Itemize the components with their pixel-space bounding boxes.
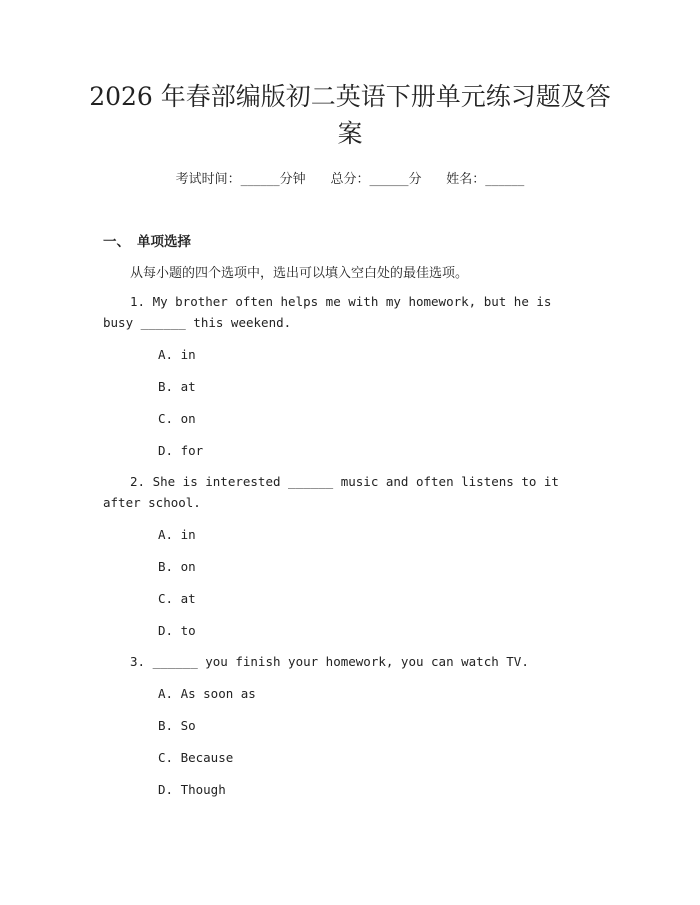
question-3-option-b: B. So <box>158 718 196 733</box>
section-title: 单项选择 <box>137 234 191 250</box>
question-2-option-a: A. in <box>158 527 196 542</box>
question-2-text: 2. She is interested ______ music and often listens to it after school. <box>103 474 559 510</box>
question-1-option-b: B. at <box>158 379 196 394</box>
question-3-option-a: A. As soon as <box>158 686 256 701</box>
exam-meta <box>0 168 700 187</box>
question-2-option-c: C. at <box>158 591 196 606</box>
student-name-label: 姓名：______ <box>446 172 525 187</box>
page-title: 2026 年春部编版初二英语下册单元练习题及答案 <box>89 82 611 148</box>
question-3-option-c: C. Because <box>158 750 234 765</box>
exam-time-label: 考试时间：______分钟 <box>175 172 306 187</box>
question-1-option-d: D. for <box>158 443 204 458</box>
question-2-option-b: B. on <box>158 559 196 574</box>
section-heading <box>103 230 191 250</box>
question-1-option-a: A. in <box>158 347 196 362</box>
question-3-text: 3. ______ you finish your homework, you can watch TV. <box>130 654 529 669</box>
section-number: 一、 <box>103 234 130 250</box>
question-1-text: 1. My brother often helps me with my homework, but he is busy ______ this weekend. <box>103 294 552 330</box>
total-score-label: 总分：______分 <box>330 172 422 187</box>
question-2-option-d: D. to <box>158 623 196 638</box>
section-instruction: 从每小题的四个选项中，选出可以填入空白处的最佳选项。 <box>130 266 469 281</box>
question-3-option-d: D. Though <box>158 782 226 797</box>
question-1-option-c: C. on <box>158 411 196 426</box>
